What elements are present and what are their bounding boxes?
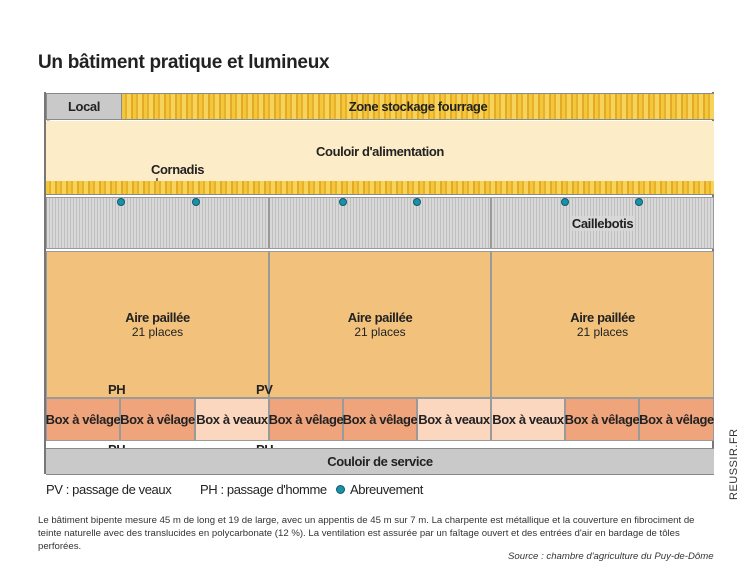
box-veaux (195, 398, 269, 441)
stockage-label: Zone stockage fourrage (348, 99, 488, 114)
box-veaux (417, 398, 491, 441)
couloir-alimentation-label: Couloir d'alimentation (316, 143, 444, 159)
box-label: Box à vêlage (342, 412, 418, 427)
ph-label: PH (108, 382, 126, 397)
couloir-service-label: Couloir de service (327, 454, 433, 469)
aire-paillee-2 (269, 251, 491, 398)
box-velage (639, 398, 714, 441)
box-label: Box à veaux (492, 412, 564, 427)
legend-abreuvement: Abreuvement (350, 482, 423, 497)
box-label: Box à vêlage (120, 412, 195, 427)
aire-label: Aire paillée (125, 310, 190, 325)
local-label: Local (68, 99, 100, 114)
box-label: Box à vêlage (268, 412, 344, 427)
abreuvement-icon (192, 198, 200, 206)
abreuvement-icon (117, 198, 125, 206)
couloir-service (46, 448, 714, 475)
caillebotis-section-2 (269, 197, 491, 249)
abreuvement-icon (561, 198, 569, 206)
box-velage (120, 398, 195, 441)
source-credit: Source : chambre d'agriculture du Puy-de-Dôme (508, 551, 714, 562)
aire-places: 21 places (354, 325, 406, 339)
box-velage (565, 398, 639, 441)
zone-stockage-fourrage (122, 93, 714, 120)
box-label: Box à vêlage (45, 412, 121, 427)
box-velage (343, 398, 417, 441)
abreuvement-icon (413, 198, 421, 206)
legend-ph: PH : passage d'homme (200, 482, 327, 497)
aire-places: 21 places (131, 325, 184, 339)
abreuvement-icon (339, 198, 347, 206)
aire-places: 21 places (576, 325, 629, 339)
box-velage (46, 398, 120, 441)
legend-pv: PV : passage de veaux (46, 482, 172, 497)
aire-label: Aire paillée (347, 310, 413, 325)
cornadis-label: Cornadis (151, 162, 205, 177)
box-label: Box à veaux (196, 412, 268, 427)
box-veaux (491, 398, 565, 441)
abreuvement-legend-icon (336, 485, 345, 494)
caillebotis-label: Caillebotis (571, 215, 634, 231)
caillebotis-section-3 (491, 197, 714, 249)
cornadis-strip (46, 181, 714, 195)
box-label: Box à veaux (418, 412, 490, 427)
caillebotis-section-1 (46, 197, 269, 249)
box-velage (269, 398, 343, 441)
box-label: Box à vêlage (564, 412, 640, 427)
couloir-alimentation (46, 121, 714, 181)
aire-paillee-1 (46, 251, 269, 398)
description-note: Le bâtiment bipente mesure 45 m de long et 19 de large, avec un appentis de 45 m sur 7 m. La charpente est métallique et la couverture en fibrociment de teinte naturelle avec des translucides en polycarbonate (12 %). La ventilation est assurée par un faîtage ouvert et des entrées d'air en bardage de tôles perforées. (38, 515, 695, 552)
abreuvement-icon (635, 198, 643, 206)
local-room (46, 93, 122, 120)
box-label: Box à vêlage (639, 412, 714, 427)
watermark: REUSSIR.FR (728, 428, 740, 500)
aire-paillee-3 (491, 251, 714, 398)
aire-label: Aire paillée (570, 310, 635, 325)
pv-label: PV (256, 382, 273, 397)
page-title: Un bâtiment pratique et lumineux (38, 52, 330, 73)
